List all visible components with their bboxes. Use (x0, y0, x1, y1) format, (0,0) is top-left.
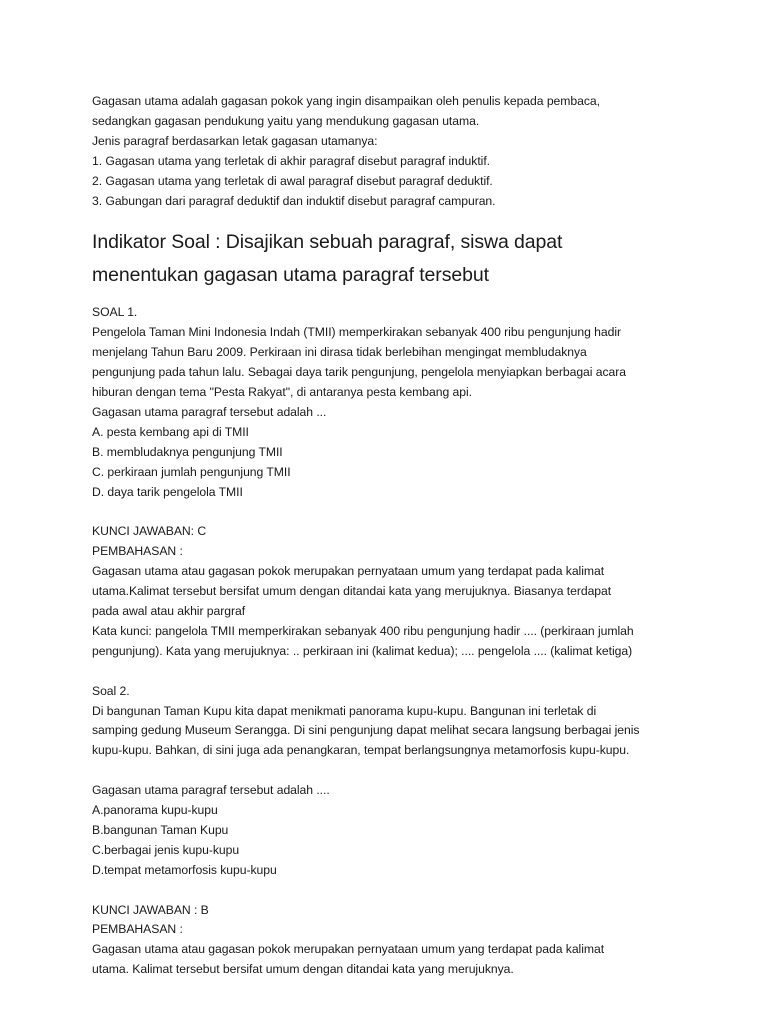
discussion-line: Gagasan utama atau gagasan pokok merupakan pernyataan umum yang terdapat pada kalimat (92, 564, 605, 579)
paragraph-line: Pengelola Taman Mini Indonesia Indah (TMII) memperkirakan sebanyak 400 ribu pengunjung hadir (92, 325, 622, 340)
question-1-title: SOAL 1. (92, 305, 138, 320)
intro-line: 2. Gagasan utama yang terletak di awal paragraf disebut paragraf deduktif. (92, 173, 493, 188)
question-2-title: Soal 2. (92, 683, 130, 698)
paragraph-line: kupu-kupu. Bahkan, di sini juga ada penangkaran, tempat berlangsungnya metamorfosis kupu-kupu. (92, 743, 630, 758)
intro-line: Gagasan utama adalah gagasan pokok yang ingin disampaikan oleh penulis kepada pembaca, (92, 94, 600, 108)
spacer (92, 662, 692, 682)
intro-line: 1. Gagasan utama yang terletak di akhir paragraf disebut paragraf induktif. (92, 153, 490, 168)
answer-key: KUNCI JAWABAN : B (92, 902, 209, 917)
discussion-label: PEMBAHASAN : (92, 922, 183, 937)
spacer (92, 761, 692, 781)
answer-option: A.panorama kupu-kupu (92, 803, 218, 818)
discussion-line: pada awal atau akhir pargraf (92, 604, 246, 619)
question-text: Gagasan utama paragraf tersebut adalah ... (92, 404, 327, 419)
paragraph-line: Di bangunan Taman Kupu kita dapat menikmati panorama kupu-kupu. Bangunan ini terletak di (92, 703, 597, 718)
answer-key: KUNCI JAWABAN: C (92, 524, 207, 539)
intro-line: 3. Gabungan dari paragraf deduktif dan induktif disebut paragraf campuran. (92, 193, 496, 208)
document-page (92, 92, 692, 980)
answer-option: B.bangunan Taman Kupu (92, 822, 229, 837)
intro-line: sedangkan gagasan pendukung yaitu yang mendukung gagasan utama. (92, 113, 480, 128)
spacer (92, 503, 692, 523)
answer-option: C. perkiraan jumlah pengunjung TMII (92, 464, 291, 479)
paragraph-line: hiburan dengan tema "Pesta Rakyat", di antaranya pesta kembang api. (92, 385, 472, 400)
discussion-line: Kata kunci: pangelola TMII memperkirakan sebanyak 400 ribu pengunjung hadir .... (perkiraan jumlah (92, 623, 634, 638)
answer-option: A. pesta kembang api di TMII (92, 424, 249, 439)
paragraph-line: pengunjung pada tahun lalu. Sebagai daya tarik pengunjung, pengelola menyiapkan berbagai acara (92, 365, 627, 380)
discussion-line: utama.Kalimat tersebut bersifat umum dengan ditandai kata yang merujuknya. Biasanya terdapat (92, 584, 612, 599)
heading-line: menentukan gagasan utama paragraf tersebut (92, 264, 489, 287)
answer-option: D.tempat metamorfosis kupu-kupu (92, 862, 277, 877)
question-2-section (92, 682, 692, 981)
spacer (92, 881, 692, 901)
discussion-label: PEMBAHASAN : (92, 544, 183, 559)
intro-section (92, 92, 692, 211)
discussion-line: Gagasan utama atau gagasan pokok merupakan pernyataan umum yang terdapat pada kalimat (92, 942, 605, 957)
question-1-section (92, 303, 692, 661)
answer-option: C.berbagai jenis kupu-kupu (92, 842, 240, 857)
paragraph-line: samping gedung Museum Serangga. Di sini pengunjung dapat melihat secara langsung berbagai jenis (92, 723, 640, 738)
question-text: Gagasan utama paragraf tersebut adalah .... (92, 783, 330, 798)
intro-line: Jenis paragraf berdasarkan letak gagasan utamanya: (92, 133, 378, 148)
indicator-heading (92, 226, 692, 292)
answer-option: B. membludaknya pengunjung TMII (92, 444, 283, 459)
discussion-line: utama. Kalimat tersebut bersifat umum dengan ditandai kata yang merujuknya. (92, 962, 514, 977)
answer-option: D. daya tarik pengelola TMII (92, 484, 243, 499)
paragraph-line: menjelang Tahun Baru 2009. Perkiraan ini dirasa tidak berlebihan mengingat membludaknya (92, 345, 587, 360)
heading-line: Indikator Soal : Disajikan sebuah paragraf, siswa dapat (92, 231, 563, 254)
discussion-line: pengunjung). Kata yang merujuknya: .. perkiraan ini (kalimat kedua); .... pengelola .... (kalimat ketiga) (92, 643, 633, 658)
